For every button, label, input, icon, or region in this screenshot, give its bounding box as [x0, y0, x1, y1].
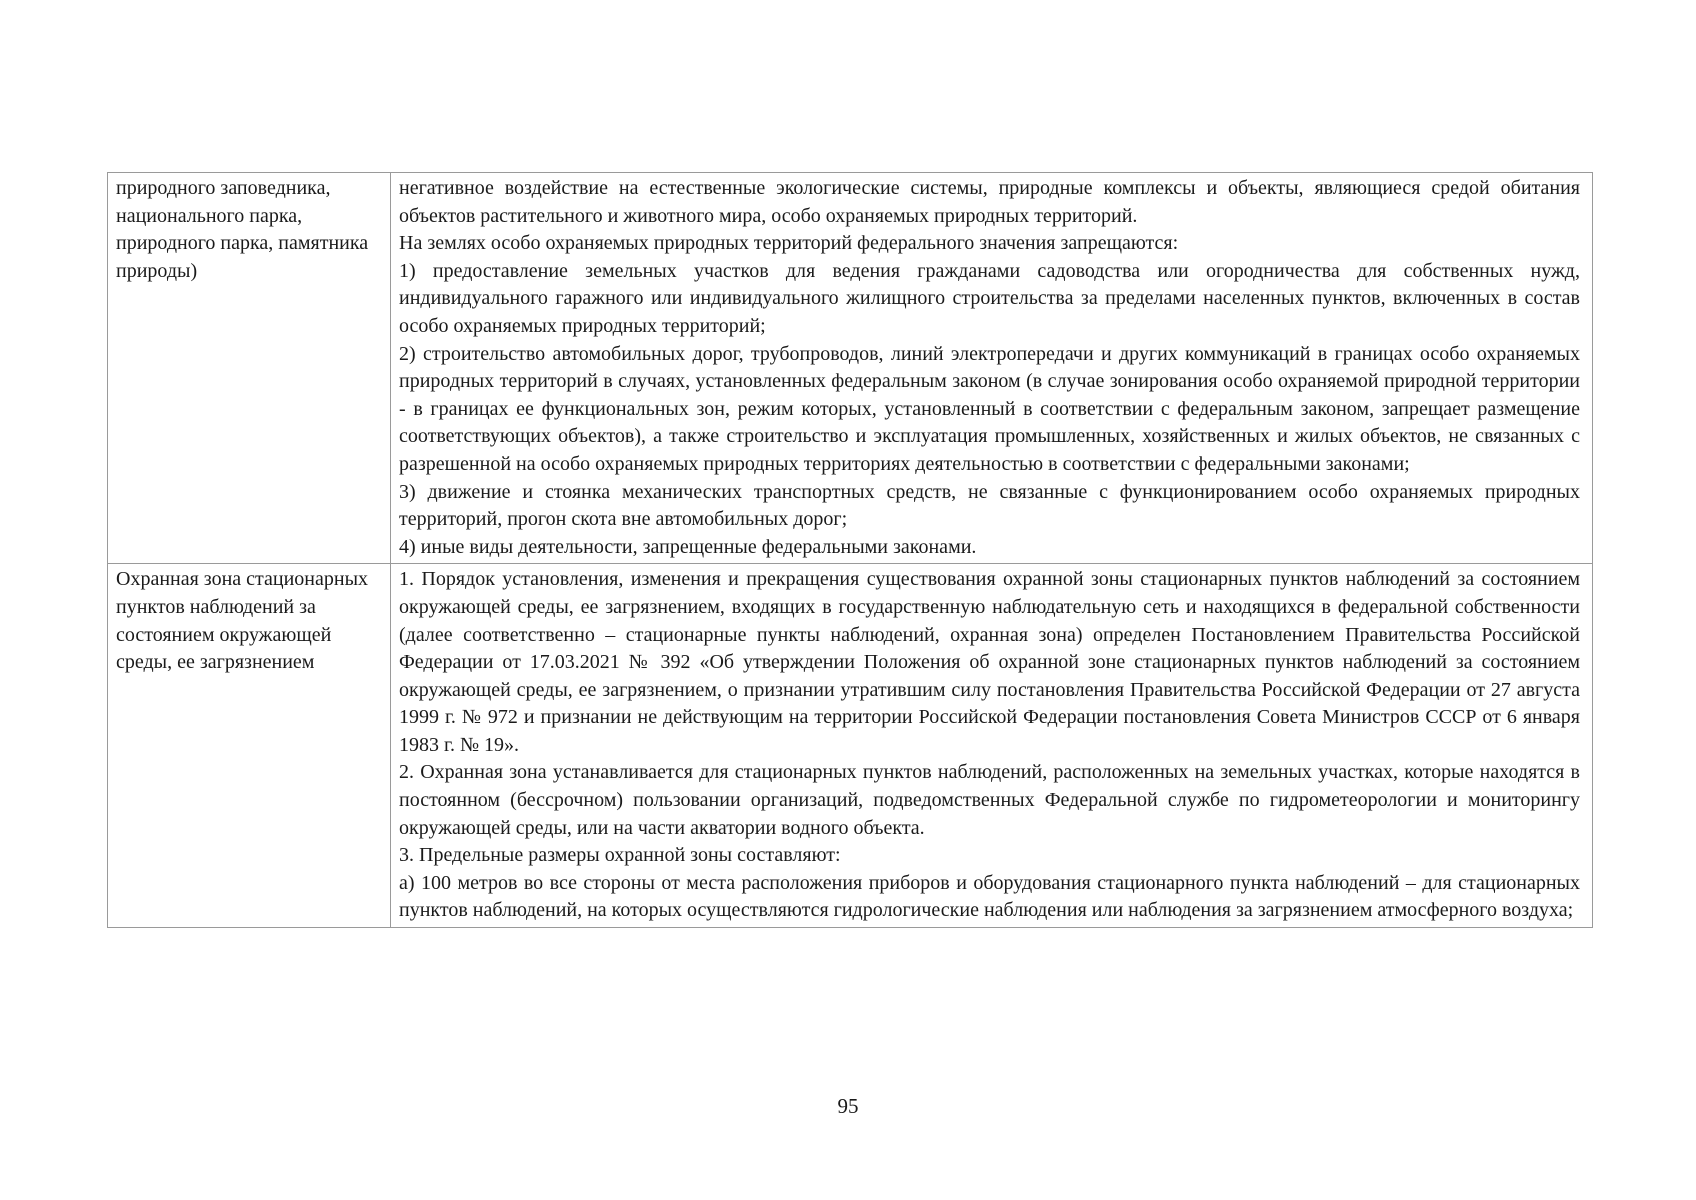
paragraph: 3) движение и стоянка механических транспортных средств, не связанные с функционированием особо охраняемых природных территорий, прогон скота вне автомобильных дорог; [399, 480, 1580, 531]
zone-name-cell: природного заповедника, национального парка, природного парка, памятника природы) [108, 173, 391, 564]
table-row [108, 564, 1593, 928]
paragraph: 2) строительство автомобильных дорог, трубопроводов, линий электропередачи и других коммуникаций в границах особо охраняемых природных территорий в случаях, установленных федеральным законом (в случае зонирования особо охраняемой природной территории - в границах ее функциональных зон, режим которых, установленный в соответствии с федеральным законом, запрещает размещение соответствующих объектов), а также строительство и эксплуатация промышленных, хозяйственных и жилых объектов, не связанных с разрешенной на особо охраняемых природных территориях деятельностью в соответствии с федеральными законами; [399, 342, 1580, 475]
paragraph: негативное воздействие на естественные экологические системы, природные комплексы и объекты, являющиеся средой обитания объектов растительного и животного мира, особо охраняемых природных территорий. [399, 177, 1580, 227]
table-row [108, 173, 1593, 564]
paragraph: 4) иные виды деятельности, запрещенные федеральными законами. [399, 535, 977, 558]
zone-name-cell: Охранная зона стационарных пунктов наблюдений за состоянием окружающей среды, ее загрязнением [108, 564, 391, 928]
zone-description-cell [391, 564, 1593, 928]
paragraph: 1. Порядок установления, изменения и прекращения существования охранной зоны стационарных пунктов наблюдений за состоянием окружающей среды, ее загрязнением, входящих в государственную наблюдательную сеть и находящихся в федеральной собственности (далее соответственно – стационарные пункты наблюдений, охранная зона) определен Постановлением Правительства Российской Федерации от 17.03.2021 № 392 «Об утверждении Положения об охранной зоне стационарных пунктов наблюдений за состоянием окружающей среды, ее загрязнением, о признании утратившим силу постановления Правительства Российской Федерации от 27 августа 1999 г. № 972 и признании не действующим на территории Российской Федерации постановления Совета Министров СССР от 6 января 1983 г. № 19». [399, 568, 1580, 756]
paragraph: 1) предоставление земельных участков для ведения гражданами садоводства или огородничества для собственных нужд, индивидуального гаражного или индивидуального жилищного строительства за пределами населенных пунктов, включенных в состав особо охраняемых природных территорий; [399, 259, 1580, 337]
paragraph: а) 100 метров во все стороны от места расположения приборов и оборудования стационарного пункта наблюдений – для стационарных пунктов наблюдений, на которых осуществляются гидрологические наблюдения или наблюдения за загрязнением атмосферного воздуха; [399, 871, 1580, 922]
paragraph: 3. Предельные размеры охранной зоны составляют: [399, 844, 841, 867]
paragraph: На землях особо охраняемых природных территорий федерального значения запрещаются: [399, 232, 1179, 255]
paragraph: 2. Охранная зона устанавливается для стационарных пунктов наблюдений, расположенных на земельных участках, которые находятся в постоянном (бессрочном) пользовании организаций, подведомственных Федеральной службе по гидрометеорологии и мониторингу окружающей среды, или на части акватории водного объекта. [399, 761, 1580, 839]
zone-description-cell [391, 173, 1593, 564]
page-number: 95 [837, 1094, 859, 1118]
zones-table [107, 172, 1593, 928]
